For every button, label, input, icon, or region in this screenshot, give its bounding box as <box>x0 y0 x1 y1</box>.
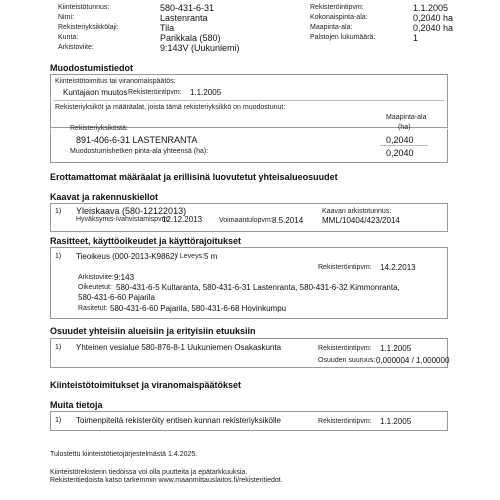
arkistoviite-value: 9:143V (Uukuniemi) <box>160 43 240 53</box>
footer-line1: Kiinteistörekisterin tiedoissa voi olla puutteita ja epätarkkuuksia. <box>50 469 248 476</box>
oikeutetut-label: Oikeutetut: <box>78 284 112 291</box>
arkistotunnus-label: Kaavan arkistotunnus: <box>322 208 392 215</box>
ha-col-label: (ha) <box>398 124 411 131</box>
nimi-value: Lastenranta <box>160 13 208 23</box>
kiinteistotoimitukset-heading: Kiinteistötoimitukset ja viranomaispäätökset <box>50 380 242 390</box>
arkistotunnus-value: MML/10404/423/2014 <box>322 216 400 225</box>
toimitus-label: Kiinteistötoimitus tai viranomaispäätös: <box>55 78 176 85</box>
rasitetut-value: 580-431-6-60 Pajarila, 580-431-6-68 Hovinkumpu <box>110 304 287 313</box>
kunta-label: Kunta: <box>58 34 79 41</box>
rekisteriyksikkolaji-label: Rekisteriyksikkölaji: <box>58 24 119 31</box>
muita-nimi: Toimenpiteitä rekisteröity entisen kunnan rekisteriyksikölle <box>76 416 281 425</box>
rasitteet-arkistoviite-label: Arkistoviite: <box>78 274 114 281</box>
maapinta-col-label: Maapinta-ala <box>386 114 427 121</box>
kaavat-nimi: Yleiskaava (580-12122013) <box>76 206 187 216</box>
rekisteriyksikko-ala: 0,2040 <box>386 135 414 145</box>
osuudet-nimi: Yhteinen vesialue 580-876-8-1 Uukuniemen Osakaskunta <box>76 343 282 352</box>
maapinta-ala-label: Maapinta-ala: <box>310 24 353 31</box>
rekisteriyksikko-value: 891-406-6-31 LASTENRANTA <box>76 135 198 145</box>
rasitteet-rekpvm-label: Rekisteröintipvm: <box>318 264 372 271</box>
muita-rekpvm-label: Rekisteröintipvm: <box>318 418 372 425</box>
rasitteet-nimi: Tieoikeus (000-2013-K9862) <box>76 252 178 261</box>
rekisteriyksikosta-label: Rekisteriyksiköstä: <box>70 125 128 132</box>
hyvaksymis-label: Hyväksymis-/vahvistamispvm: <box>76 216 170 223</box>
rasitteet-rekpvm-value: 14.2.2013 <box>380 263 416 272</box>
palstojen-label: Palstojen lukumäärä: <box>310 34 376 41</box>
kaavat-heading: Kaavat ja rakennuskiellot <box>50 192 159 202</box>
kunta-value: Parikkala (580) <box>160 33 221 43</box>
osuus-value: 0,000004 / 1,000000 <box>376 356 450 365</box>
rasitteet-heading: Rasitteet, käyttöoikeudet ja käyttörajoitukset <box>50 236 242 246</box>
rasitteet-num: 1) <box>55 253 62 260</box>
yhteensa-value: 0,2040 <box>386 148 414 158</box>
toimitus-rekpvm-value: 1.1.2005 <box>190 88 222 97</box>
hyvaksymis-value: 12.12.2013 <box>162 215 203 224</box>
kiinteistotunnus-label: Kiinteistötunnus: <box>58 4 110 11</box>
kaavat-num: 1) <box>55 208 62 215</box>
oikeutetut-line2: 580-431-6-60 Pajarila <box>78 293 155 302</box>
muita-rekpvm-value: 1.1.2005 <box>380 417 412 426</box>
rekisterointipvm-label: Rekisteröintipvm: <box>310 4 364 11</box>
maapinta-ala-value: 0,2040 ha <box>413 23 454 33</box>
rekisterointipvm-value: 1.1.2005 <box>413 3 449 13</box>
rekisteriyksikkolaji-value: Tila <box>160 23 175 33</box>
toimitus-value: Kuntajaon muutos <box>63 88 128 97</box>
osuudet-rekpvm-value: 1.1.2005 <box>380 344 412 353</box>
footer-line2: Rekisteritiedoista katso tarkemmin www.maanmittauslaitos.fi/rekisteritiedot. <box>50 477 283 484</box>
nimi-label: Nimi: <box>58 14 74 21</box>
osuudet-num: 1) <box>55 344 62 351</box>
tulostettu-text: Tulostettu kiinteistötietojärjestelmästä 1.4.2025. <box>50 451 198 458</box>
muita-heading: Muita tietoja <box>50 400 103 410</box>
osuudet-rekpvm-label: Rekisteröintipvm: <box>318 345 372 352</box>
muita-num: 1) <box>55 417 62 424</box>
sum-divider <box>380 145 428 146</box>
divider <box>54 100 444 101</box>
kokonaispinta-ala-value: 0,2040 ha <box>413 13 454 23</box>
arkistoviite-label: Arkistoviite: <box>58 44 94 51</box>
palstojen-value: 1 <box>413 33 419 43</box>
osuudet-heading: Osuudet yhteisiin alueisiin ja erityisiin etuuksiin <box>50 326 256 336</box>
toimitus-rekpvm-label: Rekisteröintipvm: <box>128 89 182 96</box>
erottamattomat-heading: Erottamattomat määräalat ja erillisinä luovutetut yhteisalueosuudet <box>50 172 338 182</box>
voimaantulo-label: Voimaantulopvm: <box>219 217 273 224</box>
kokonaispinta-ala-label: Kokonaispinta-ala: <box>310 14 368 21</box>
oikeutetut-line1: 580-431-6-5 Kultaranta, 580-431-6-31 Lastenranta, 580-431-6-32 Kimmonranta, <box>116 283 400 292</box>
leveys-value: 5 m <box>204 252 218 261</box>
kiinteistotunnus-value: 580-431-6-31 <box>160 3 215 13</box>
rasitteet-arkistoviite-value: 9:143 <box>114 273 135 282</box>
osuus-label: Osuuden suuruus: <box>318 357 376 364</box>
leveys-label: / Leveys: <box>176 253 205 260</box>
voimaantulo-value: 8.5.2014 <box>272 216 304 225</box>
yhteensa-label: Muodostumishetken pinta-ala yhteensä (ha): <box>70 148 209 155</box>
muodostumistiedot-heading: Muodostumistiedot <box>50 63 133 73</box>
muodostumis-intro: Rekisteriyksiköt ja määräalat, joista tämä rekisteriyksikkö on muodostunut: <box>55 104 286 111</box>
rasitetut-label: Rasitetut: <box>78 305 108 312</box>
